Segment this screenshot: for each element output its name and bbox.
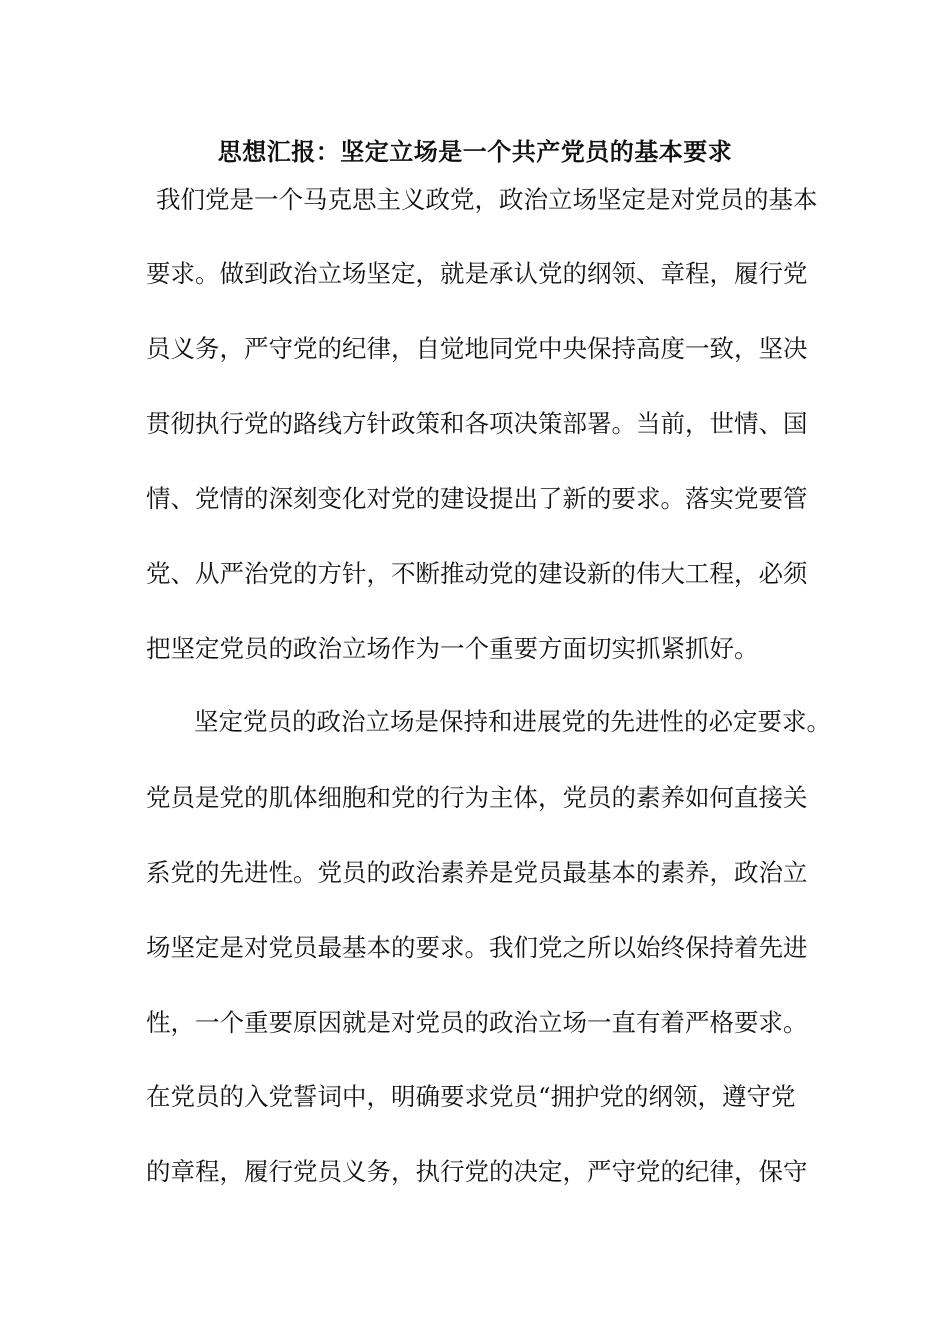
paragraph-1-line-5: 情、党情的深刻变化对党的建设提出了新的要求。落实党要管 [146, 484, 808, 513]
paragraph-1-line-6: 党、从严治党的方针，不断推动党的建设新的伟大工程，必须 [146, 559, 808, 588]
paragraph-2-line-7: 的章程，履行党员义务，执行党的决定，严守党的纪律，保守 [146, 1157, 808, 1186]
paragraph-2-line-4: 场坚定是对党员最基本的要求。我们党之所以始终保持着先进 [146, 933, 808, 962]
paragraph-1-line-1: 我们党是一个马克思主义政党，政治立场坚定是对党员的基本 [156, 185, 818, 214]
paragraph-1-line-4: 贯彻执行党的路线方针政策和各项决策部署。当前，世情、国 [146, 409, 808, 438]
paragraph-2-line-5: 性，一个重要原因就是对党员的政治立场一直有着严格要求。 [146, 1008, 808, 1037]
paragraph-2-line-3: 系党的先进性。党员的政治素养是党员最基本的素养，政治立 [146, 858, 808, 887]
paragraph-1-line-7: 把坚定党员的政治立场作为一个重要方面切实抓紧抓好。 [146, 634, 759, 663]
paragraph-1-line-3: 员义务，严守党的纪律，自觉地同党中央保持高度一致，坚决 [146, 334, 808, 363]
paragraph-2-line-2: 党员是党的肌体细胞和党的行为主体，党员的素养如何直接关 [146, 783, 808, 812]
document-title: 思想汇报：坚定立场是一个共产党员的基本要求 [217, 137, 733, 166]
paragraph-2-line-6: 在党员的入党誓词中，明确要求党员“拥护党的纲领，遵守党 [146, 1082, 796, 1111]
paragraph-1-line-2: 要求。做到政治立场坚定，就是承认党的纲领、章程，履行党 [146, 259, 808, 288]
paragraph-2-line-1: 坚定党员的政治立场是保持和进展党的先进性的必定要求。 [194, 707, 831, 736]
